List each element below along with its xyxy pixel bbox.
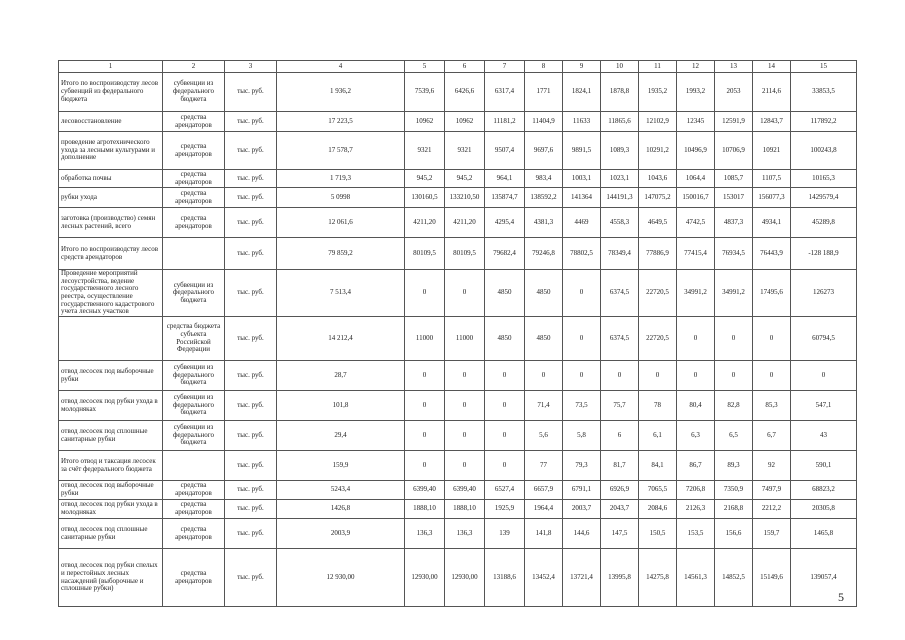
value-cell: 159,9	[277, 451, 405, 481]
value-cell: 77	[525, 451, 563, 481]
header-cell: 2	[163, 61, 225, 73]
row-description: отвод лесосек под выборочные рубки	[59, 361, 163, 391]
value-cell: 0	[445, 270, 485, 317]
header-cell: 14	[753, 61, 791, 73]
unit-cell: тыс. руб.	[225, 500, 277, 519]
value-cell: 5,6	[525, 421, 563, 451]
value-cell: 12345	[677, 112, 715, 132]
value-cell: 7497,9	[753, 481, 791, 500]
row-description: Итого по воспроизводству лесов субвенций из федерального бюджета	[59, 73, 163, 112]
value-cell: 28,7	[277, 361, 405, 391]
value-cell: 78802,5	[563, 238, 601, 270]
value-cell: 13721,4	[563, 549, 601, 607]
funding-source	[163, 238, 225, 270]
value-cell: 0	[753, 361, 791, 391]
value-cell: 2043,7	[601, 500, 639, 519]
value-cell: 4295,4	[485, 208, 525, 238]
funding-source: средства арендаторов	[163, 188, 225, 208]
value-cell: 9507,4	[485, 132, 525, 170]
value-cell: 0	[485, 451, 525, 481]
value-cell: 4850	[485, 270, 525, 317]
table-row	[59, 270, 857, 317]
value-cell: 17 223,5	[277, 112, 405, 132]
value-cell: 12930,00	[445, 549, 485, 607]
value-cell: 10706,9	[715, 132, 753, 170]
value-cell: 1824,1	[563, 73, 601, 112]
value-cell: 1023,1	[601, 170, 639, 188]
row-description: Итого по воспроизводству лесов средств арендаторов	[59, 238, 163, 270]
row-description: Проведение мероприятий лесоустройства, ведение государственного лесного реестра, осуществление государственного кадастрового учета лесных участков	[59, 270, 163, 317]
value-cell: 4850	[525, 317, 563, 361]
value-cell: 10962	[405, 112, 445, 132]
value-cell: 10165,3	[791, 170, 857, 188]
value-cell: 945,2	[445, 170, 485, 188]
value-cell: 10962	[445, 112, 485, 132]
table-row	[59, 451, 857, 481]
header-cell: 15	[791, 61, 857, 73]
value-cell: 10496,9	[677, 132, 715, 170]
value-cell: 80109,5	[405, 238, 445, 270]
value-cell: 10291,2	[639, 132, 677, 170]
row-description: Итого отвод и таксация лесосек за счёт федерального бюджета	[59, 451, 163, 481]
value-cell: 13452,4	[525, 549, 563, 607]
value-cell: 1771	[525, 73, 563, 112]
value-cell: 13188,6	[485, 549, 525, 607]
value-cell: 126273	[791, 270, 857, 317]
value-cell: 15149,6	[753, 549, 791, 607]
row-description: отвод лесосек под сплошные санитарные рубки	[59, 421, 163, 451]
unit-cell: тыс. руб.	[225, 73, 277, 112]
header-cell: 3	[225, 61, 277, 73]
value-cell: 4742,5	[677, 208, 715, 238]
budget-table	[58, 60, 857, 607]
funding-source: субвенции из федерального бюджета	[163, 421, 225, 451]
value-cell: 141,8	[525, 519, 563, 549]
table-row	[59, 208, 857, 238]
value-cell: 73,5	[563, 391, 601, 421]
value-cell: 9891,5	[563, 132, 601, 170]
header-cell: 10	[601, 61, 639, 73]
header-cell: 5	[405, 61, 445, 73]
value-cell: 150,5	[639, 519, 677, 549]
value-cell: 6,7	[753, 421, 791, 451]
value-cell: 0	[445, 451, 485, 481]
value-cell: 4934,1	[753, 208, 791, 238]
value-cell: 0	[677, 317, 715, 361]
value-cell: 5 0998	[277, 188, 405, 208]
value-cell: 1925,9	[485, 500, 525, 519]
value-cell: 60794,5	[791, 317, 857, 361]
table-row	[59, 481, 857, 500]
table-body	[59, 61, 857, 607]
value-cell: 6,3	[677, 421, 715, 451]
table-row	[59, 170, 857, 188]
value-cell: 84,1	[639, 451, 677, 481]
value-cell: 6,1	[639, 421, 677, 451]
value-cell: 1 719,3	[277, 170, 405, 188]
value-cell: 4850	[485, 317, 525, 361]
value-cell: 1465,8	[791, 519, 857, 549]
value-cell: 0	[639, 361, 677, 391]
table-row	[59, 421, 857, 451]
value-cell: 1043,6	[639, 170, 677, 188]
value-cell: 133210,50	[445, 188, 485, 208]
value-cell: 2212,2	[753, 500, 791, 519]
header-cell: 12	[677, 61, 715, 73]
value-cell: 1107,5	[753, 170, 791, 188]
value-cell: 76934,5	[715, 238, 753, 270]
value-cell: 156077,3	[753, 188, 791, 208]
value-cell: 80109,5	[445, 238, 485, 270]
table-row	[59, 391, 857, 421]
value-cell: 9321	[445, 132, 485, 170]
value-cell: 964,1	[485, 170, 525, 188]
table-row	[59, 132, 857, 170]
value-cell: 77886,9	[639, 238, 677, 270]
table-row	[59, 519, 857, 549]
value-cell: 43	[791, 421, 857, 451]
value-cell: 4850	[525, 270, 563, 317]
value-cell: 1 936,2	[277, 73, 405, 112]
value-cell: 7065,5	[639, 481, 677, 500]
value-cell: 6926,9	[601, 481, 639, 500]
value-cell: 4469	[563, 208, 601, 238]
page-number: 5	[838, 590, 844, 604]
value-cell: 0	[601, 361, 639, 391]
value-cell: 92	[753, 451, 791, 481]
table-row	[59, 188, 857, 208]
row-description	[59, 317, 163, 361]
unit-cell: тыс. руб.	[225, 451, 277, 481]
value-cell: 136,3	[405, 519, 445, 549]
value-cell: 4211,20	[405, 208, 445, 238]
value-cell: 7206,8	[677, 481, 715, 500]
value-cell: 14 212,4	[277, 317, 405, 361]
value-cell: 0	[677, 361, 715, 391]
funding-source: субвенции из федерального бюджета	[163, 270, 225, 317]
value-cell: 6527,4	[485, 481, 525, 500]
value-cell: 79682,4	[485, 238, 525, 270]
header-cell: 8	[525, 61, 563, 73]
value-cell: 590,1	[791, 451, 857, 481]
value-cell: 33853,5	[791, 73, 857, 112]
header-row	[59, 61, 857, 73]
value-cell: 101,8	[277, 391, 405, 421]
value-cell: 76443,9	[753, 238, 791, 270]
value-cell: 34991,2	[677, 270, 715, 317]
value-cell: 75,7	[601, 391, 639, 421]
value-cell: 0	[753, 317, 791, 361]
row-description: заготовка (производство) семян лесных растений, всего	[59, 208, 163, 238]
value-cell: 9697,6	[525, 132, 563, 170]
value-cell: 0	[405, 391, 445, 421]
unit-cell: тыс. руб.	[225, 549, 277, 607]
value-cell: 10921	[753, 132, 791, 170]
value-cell: 17 578,7	[277, 132, 405, 170]
value-cell: 2114,6	[753, 73, 791, 112]
funding-source: субвенции из федерального бюджета	[163, 361, 225, 391]
header-cell: 13	[715, 61, 753, 73]
value-cell: 0	[405, 361, 445, 391]
value-cell: 7539,6	[405, 73, 445, 112]
value-cell: 0	[715, 317, 753, 361]
row-description: отвод лесосек под рубки ухода в молодняках	[59, 391, 163, 421]
unit-cell: тыс. руб.	[225, 361, 277, 391]
value-cell: 4211,20	[445, 208, 485, 238]
header-cell: 7	[485, 61, 525, 73]
table-row	[59, 500, 857, 519]
value-cell: 1429579,4	[791, 188, 857, 208]
value-cell: 79246,8	[525, 238, 563, 270]
value-cell: 11404,9	[525, 112, 563, 132]
unit-cell: тыс. руб.	[225, 270, 277, 317]
value-cell: 0	[405, 270, 445, 317]
value-cell: 14561,3	[677, 549, 715, 607]
value-cell: 0	[525, 361, 563, 391]
funding-source: средства арендаторов	[163, 519, 225, 549]
table-row	[59, 73, 857, 112]
value-cell: 100243,8	[791, 132, 857, 170]
value-cell: 1993,2	[677, 73, 715, 112]
value-cell: 0	[405, 421, 445, 451]
value-cell: 0	[715, 361, 753, 391]
value-cell: 79,3	[563, 451, 601, 481]
value-cell: 6374,5	[601, 317, 639, 361]
header-cell: 11	[639, 61, 677, 73]
value-cell: 2003,7	[563, 500, 601, 519]
unit-cell: тыс. руб.	[225, 238, 277, 270]
funding-source: средства арендаторов	[163, 112, 225, 132]
table-row	[59, 549, 857, 607]
value-cell: 1888,10	[445, 500, 485, 519]
value-cell: 45289,8	[791, 208, 857, 238]
value-cell: 144,6	[563, 519, 601, 549]
unit-cell: тыс. руб.	[225, 317, 277, 361]
value-cell: 1003,1	[563, 170, 601, 188]
value-cell: 1878,8	[601, 73, 639, 112]
funding-source	[163, 451, 225, 481]
value-cell: 1085,7	[715, 170, 753, 188]
unit-cell: тыс. руб.	[225, 391, 277, 421]
funding-source: средства арендаторов	[163, 549, 225, 607]
unit-cell: тыс. руб.	[225, 170, 277, 188]
value-cell: 4649,5	[639, 208, 677, 238]
value-cell: 78349,4	[601, 238, 639, 270]
value-cell: 4381,3	[525, 208, 563, 238]
value-cell: -128 188,9	[791, 238, 857, 270]
value-cell: 2053	[715, 73, 753, 112]
row-description: обработка почвы	[59, 170, 163, 188]
value-cell: 0	[445, 421, 485, 451]
header-cell: 9	[563, 61, 601, 73]
value-cell: 130160,5	[405, 188, 445, 208]
row-description: рубки ухода	[59, 188, 163, 208]
value-cell: 0	[563, 270, 601, 317]
value-cell: 7350,9	[715, 481, 753, 500]
value-cell: 147,5	[601, 519, 639, 549]
value-cell: 6	[601, 421, 639, 451]
value-cell: 6791,1	[563, 481, 601, 500]
value-cell: 11865,6	[601, 112, 639, 132]
unit-cell: тыс. руб.	[225, 112, 277, 132]
value-cell: 29,4	[277, 421, 405, 451]
value-cell: 71,4	[525, 391, 563, 421]
value-cell: 12930,00	[405, 549, 445, 607]
unit-cell: тыс. руб.	[225, 132, 277, 170]
value-cell: 89,3	[715, 451, 753, 481]
value-cell: 0	[563, 361, 601, 391]
value-cell: 150016,7	[677, 188, 715, 208]
funding-source: средства арендаторов	[163, 208, 225, 238]
value-cell: 6399,40	[405, 481, 445, 500]
value-cell: 9321	[405, 132, 445, 170]
table-row	[59, 112, 857, 132]
value-cell: 6399,40	[445, 481, 485, 500]
value-cell: 85,3	[753, 391, 791, 421]
value-cell: 2126,3	[677, 500, 715, 519]
value-cell: 547,1	[791, 391, 857, 421]
table-row	[59, 238, 857, 270]
value-cell: 0	[445, 391, 485, 421]
value-cell: 945,2	[405, 170, 445, 188]
value-cell: 1888,10	[405, 500, 445, 519]
value-cell: 78	[639, 391, 677, 421]
row-description: отвод лесосек под рубки ухода в молодняках	[59, 500, 163, 519]
unit-cell: тыс. руб.	[225, 519, 277, 549]
value-cell: 22720,5	[639, 317, 677, 361]
unit-cell: тыс. руб.	[225, 481, 277, 500]
row-description: отвод лесосек под сплошные санитарные рубки	[59, 519, 163, 549]
value-cell: 153017	[715, 188, 753, 208]
unit-cell: тыс. руб.	[225, 188, 277, 208]
value-cell: 4837,3	[715, 208, 753, 238]
value-cell: 1426,8	[277, 500, 405, 519]
value-cell: 82,8	[715, 391, 753, 421]
value-cell: 68823,2	[791, 481, 857, 500]
value-cell: 6426,6	[445, 73, 485, 112]
row-description: отвод лесосек под рубки спелых и перестойных лесных насаждений (выборочные и сплошные рубки)	[59, 549, 163, 607]
row-description: лесовосстановление	[59, 112, 163, 132]
value-cell: 77415,4	[677, 238, 715, 270]
value-cell: 141364	[563, 188, 601, 208]
value-cell: 1089,3	[601, 132, 639, 170]
value-cell: 117892,2	[791, 112, 857, 132]
header-cell: 6	[445, 61, 485, 73]
value-cell: 983,4	[525, 170, 563, 188]
value-cell: 11000	[405, 317, 445, 361]
row-description: проведение агротехнического ухода за лесными культурами и дополнение	[59, 132, 163, 170]
funding-source: субвенции из федерального бюджета	[163, 391, 225, 421]
value-cell: 22720,5	[639, 270, 677, 317]
value-cell: 14275,8	[639, 549, 677, 607]
value-cell: 17495,6	[753, 270, 791, 317]
value-cell: 147075,2	[639, 188, 677, 208]
value-cell: 34991,2	[715, 270, 753, 317]
value-cell: 0	[485, 421, 525, 451]
value-cell: 1964,4	[525, 500, 563, 519]
value-cell: 7 513,4	[277, 270, 405, 317]
value-cell: 138592,2	[525, 188, 563, 208]
value-cell: 14852,5	[715, 549, 753, 607]
value-cell: 12102,9	[639, 112, 677, 132]
value-cell: 0	[791, 361, 857, 391]
value-cell: 12 061,6	[277, 208, 405, 238]
value-cell: 11181,2	[485, 112, 525, 132]
value-cell: 0	[563, 317, 601, 361]
value-cell: 12 930,00	[277, 549, 405, 607]
value-cell: 135874,7	[485, 188, 525, 208]
value-cell: 79 859,2	[277, 238, 405, 270]
funding-source: средства бюджета субъекта Российской Федерации	[163, 317, 225, 361]
value-cell: 0	[485, 361, 525, 391]
value-cell: 6,5	[715, 421, 753, 451]
value-cell: 156,6	[715, 519, 753, 549]
value-cell: 0	[445, 361, 485, 391]
value-cell: 1935,2	[639, 73, 677, 112]
value-cell: 6374,5	[601, 270, 639, 317]
value-cell: 86,7	[677, 451, 715, 481]
value-cell: 153,5	[677, 519, 715, 549]
value-cell: 81,7	[601, 451, 639, 481]
header-cell: 4	[277, 61, 405, 73]
value-cell: 5,8	[563, 421, 601, 451]
row-description: отвод лесосек под выборочные рубки	[59, 481, 163, 500]
value-cell: 0	[485, 391, 525, 421]
value-cell: 144191,3	[601, 188, 639, 208]
value-cell: 11633	[563, 112, 601, 132]
value-cell: 4558,3	[601, 208, 639, 238]
unit-cell: тыс. руб.	[225, 421, 277, 451]
funding-source: средства арендаторов	[163, 170, 225, 188]
funding-source: субвенции из федерального бюджета	[163, 73, 225, 112]
value-cell: 2168,8	[715, 500, 753, 519]
value-cell: 1064,4	[677, 170, 715, 188]
value-cell: 13995,8	[601, 549, 639, 607]
value-cell: 6317,4	[485, 73, 525, 112]
value-cell: 139	[485, 519, 525, 549]
table-row	[59, 361, 857, 391]
funding-source: средства арендаторов	[163, 481, 225, 500]
value-cell: 0	[405, 451, 445, 481]
value-cell: 2084,6	[639, 500, 677, 519]
value-cell: 159,7	[753, 519, 791, 549]
value-cell: 6657,9	[525, 481, 563, 500]
value-cell: 12843,7	[753, 112, 791, 132]
value-cell: 12591,9	[715, 112, 753, 132]
value-cell: 80,4	[677, 391, 715, 421]
value-cell: 136,3	[445, 519, 485, 549]
funding-source: средства арендаторов	[163, 132, 225, 170]
value-cell: 20305,8	[791, 500, 857, 519]
value-cell: 2003,9	[277, 519, 405, 549]
funding-source: средства арендаторов	[163, 500, 225, 519]
value-cell: 11000	[445, 317, 485, 361]
header-cell: 1	[59, 61, 163, 73]
value-cell: 139057,4	[791, 549, 857, 607]
unit-cell: тыс. руб.	[225, 208, 277, 238]
value-cell: 5243,4	[277, 481, 405, 500]
table-row	[59, 317, 857, 361]
